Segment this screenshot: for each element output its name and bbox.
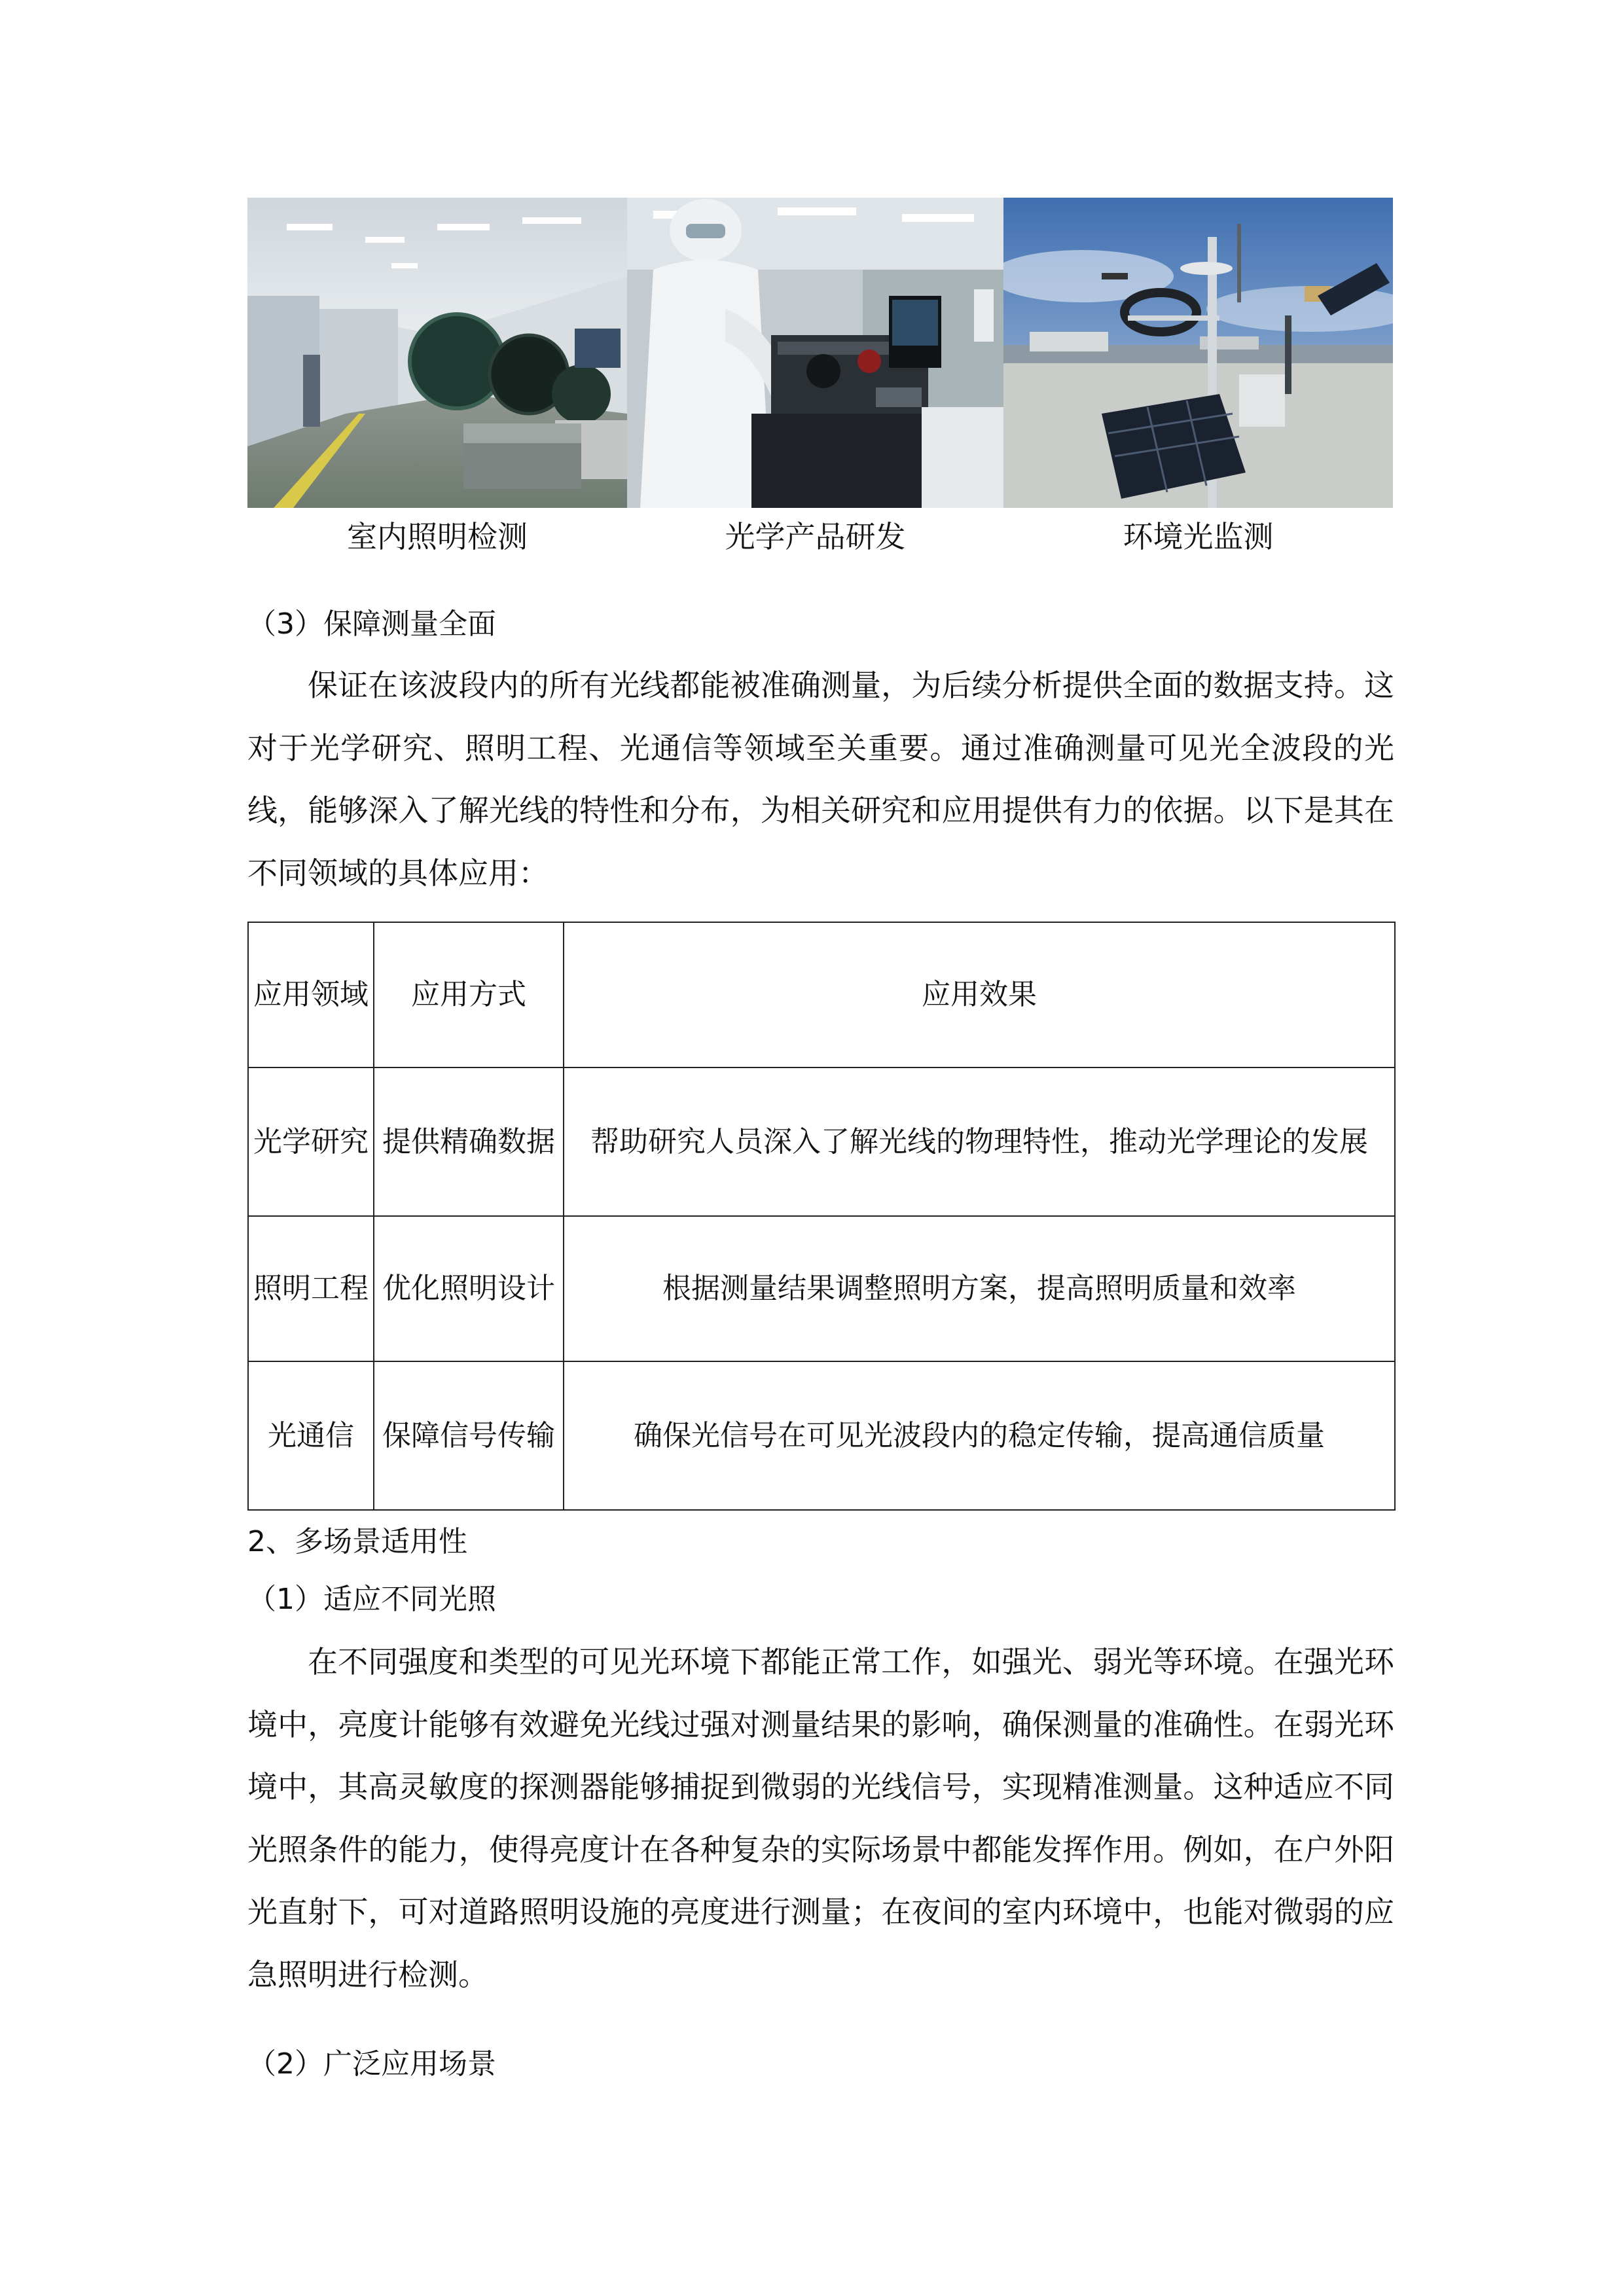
table-header-cell: 应用领域 bbox=[248, 922, 374, 1067]
table-cell: 照明工程 bbox=[248, 1216, 374, 1361]
table-cell: 光学研究 bbox=[248, 1067, 374, 1216]
section-3-paragraph: 保证在该波段内的所有光线都能被准确测量，为后续分析提供全面的数据支持。这对于光学研究、照明工程、光通信等领域至关重要。通过准确测量可见光全波段的光线，能够深入了解光线的特性和分布，为相关研究和应用提供有力的依据。以下是其在不同领域的具体应用： bbox=[247, 668, 1394, 891]
subsection-1-heading: （1）适应不同光照 bbox=[247, 1583, 496, 1616]
section-3-heading: （3）保障测量全面 bbox=[247, 607, 496, 641]
table-cell: 根据测量结果调整照明方案，提高照明质量和效率 bbox=[564, 1216, 1395, 1361]
photo-captions bbox=[247, 511, 1393, 563]
indoor-lighting-lab-photo bbox=[247, 198, 627, 508]
table-row bbox=[248, 1216, 1395, 1361]
photo-caption-environment: 环境光监测 bbox=[1123, 519, 1274, 554]
subsection-1-paragraph: 在不同强度和类型的可见光环境下都能正常工作，如强光、弱光等环境。在强光环境中，亮度计能够有效避免光线过强对测量结果的影响，确保测量的准确性。在弱光环境中，其高灵敏度的探测器能够捕捉到微弱的光线信号，实现精准测量。这种适应不同光照条件的能力，使得亮度计在各种复杂的实际场景中都能发挥作用。例如，在户外阳光直射下，可对道路照明设施的亮度进行测量；在夜间的室内环境中，也能对微弱的应急照明进行检测。 bbox=[247, 1644, 1394, 1992]
photo-strip bbox=[247, 198, 1393, 508]
table-cell: 帮助研究人员深入了解光线的物理特性，推动光学理论的发展 bbox=[564, 1067, 1395, 1216]
table-row bbox=[248, 1361, 1395, 1510]
table-cell: 提供精确数据 bbox=[374, 1067, 564, 1216]
table-cell: 优化照明设计 bbox=[374, 1216, 564, 1361]
table-header-row bbox=[248, 922, 1395, 1067]
section-2-heading: 2、多场景适用性 bbox=[247, 1525, 467, 1558]
photo-caption-indoor: 室内照明检测 bbox=[347, 519, 528, 554]
table-cell: 保障信号传输 bbox=[374, 1361, 564, 1510]
table-header-cell: 应用效果 bbox=[564, 922, 1395, 1067]
weather-station-photo bbox=[1003, 198, 1393, 508]
table-cell: 光通信 bbox=[248, 1361, 374, 1510]
subsection-2-heading: （2）广泛应用场景 bbox=[247, 2047, 496, 2081]
application-table bbox=[247, 922, 1396, 1511]
table-row bbox=[248, 1067, 1395, 1216]
table-cell: 确保光信号在可见光波段内的稳定传输，提高通信质量 bbox=[564, 1361, 1395, 1510]
optics-rd-cleanroom-photo bbox=[627, 198, 1003, 508]
table-header-cell: 应用方式 bbox=[374, 922, 564, 1067]
photo-caption-optics: 光学产品研发 bbox=[725, 519, 906, 554]
